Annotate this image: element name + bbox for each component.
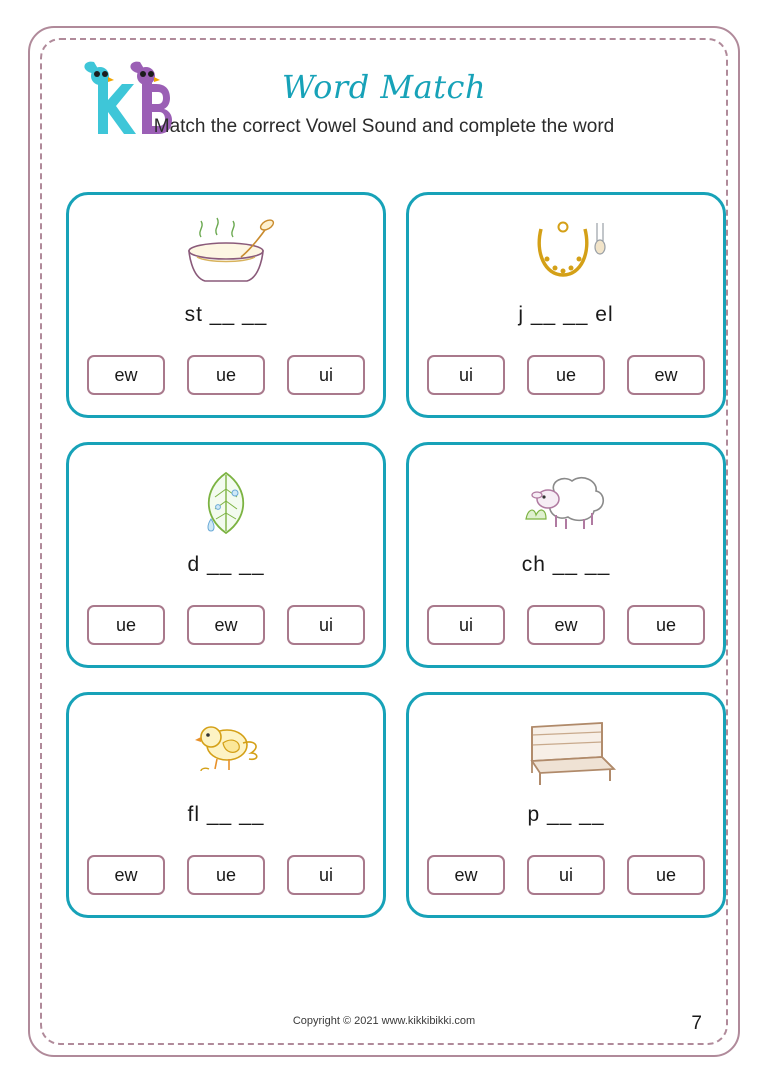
question-card — [406, 192, 726, 418]
option-row — [427, 855, 705, 895]
option-button[interactable]: ew — [87, 355, 165, 395]
question-grid — [66, 192, 726, 918]
option-button[interactable]: ew — [87, 855, 165, 895]
dew-leaf-icon — [69, 453, 383, 553]
option-row — [87, 605, 365, 645]
option-button[interactable]: ue — [627, 605, 705, 645]
option-row — [427, 355, 705, 395]
option-button[interactable]: ui — [527, 855, 605, 895]
option-button[interactable]: ew — [187, 605, 265, 645]
word-prompt: p __ __ — [527, 803, 605, 826]
word-prompt: ch __ __ — [521, 553, 611, 576]
bird-flew-icon — [69, 703, 383, 803]
question-card — [406, 442, 726, 668]
word-prompt: d __ __ — [187, 553, 265, 576]
question-card — [66, 442, 386, 668]
question-card — [406, 692, 726, 918]
option-button[interactable]: ew — [527, 605, 605, 645]
option-button[interactable]: ue — [87, 605, 165, 645]
question-card — [66, 192, 386, 418]
page-number: 7 — [691, 1013, 702, 1034]
option-button[interactable]: ui — [427, 605, 505, 645]
necklace-jewel-icon — [409, 203, 723, 303]
copyright-text: Copyright © 2021 www.kikkibikki.com — [292, 1015, 476, 1027]
option-button[interactable]: ui — [287, 605, 365, 645]
option-button[interactable]: ue — [627, 855, 705, 895]
page-subtitle: Match the correct Vowel Sound and complete the word — [153, 116, 615, 137]
word-prompt: fl __ __ — [187, 803, 265, 826]
option-row — [87, 355, 365, 395]
word-prompt: st __ __ — [184, 303, 268, 326]
soup-bowl-icon — [69, 203, 383, 303]
option-button[interactable]: ue — [187, 855, 265, 895]
worksheet-header — [60, 48, 708, 158]
option-button[interactable]: ue — [527, 355, 605, 395]
question-card — [66, 692, 386, 918]
option-button[interactable]: ew — [627, 355, 705, 395]
option-row — [427, 605, 705, 645]
option-button[interactable]: ew — [427, 855, 505, 895]
option-button[interactable]: ui — [427, 355, 505, 395]
pew-bench-icon — [409, 703, 723, 803]
option-button[interactable]: ui — [287, 855, 365, 895]
word-prompt: j __ __ el — [518, 303, 614, 326]
option-button[interactable]: ue — [187, 355, 265, 395]
page-title: Word Match — [281, 68, 487, 106]
option-button[interactable]: ui — [287, 355, 365, 395]
sheep-chew-icon — [409, 453, 723, 553]
option-row — [87, 855, 365, 895]
